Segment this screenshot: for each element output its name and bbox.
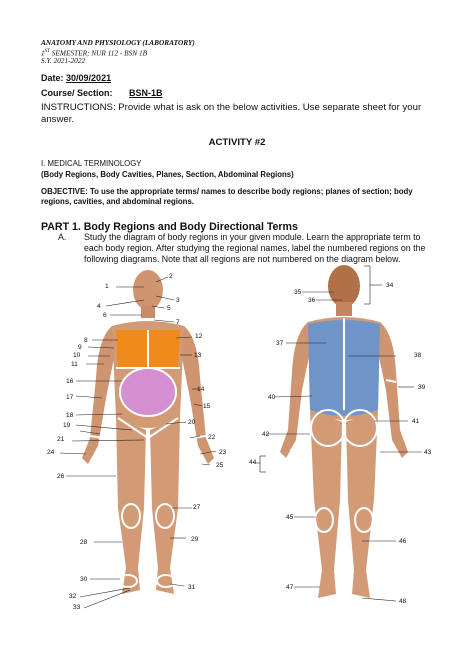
label-14: 14 — [197, 386, 205, 393]
label-24: 24 — [47, 449, 55, 456]
label-15: 15 — [203, 403, 211, 410]
label-25: 25 — [216, 462, 224, 469]
part-title: PART 1. Body Regions and Body Directional Terms — [41, 221, 298, 233]
semester-line: 1ST SEMESTER; NUR 112 - BSN 1B — [41, 48, 148, 58]
header-line-1: ANATOMY AND PHYSIOLOGY (LABORATORY) — [41, 38, 195, 47]
section-subheading: (Body Regions, Body Cavities, Planes, Section, Abdominal Regions) — [41, 170, 294, 179]
label-7: 7 — [176, 319, 180, 326]
date-field: Date: 30/09/2021 — [41, 73, 112, 83]
label-12: 12 — [195, 333, 203, 340]
label-48: 48 — [399, 598, 407, 605]
label-10: 10 — [73, 352, 81, 359]
label-46: 46 — [399, 538, 407, 545]
label-3: 3 — [176, 297, 180, 304]
label-16: 16 — [66, 378, 74, 385]
label-13: 13 — [194, 352, 202, 359]
label-6: 6 — [103, 312, 107, 319]
course-header — [41, 38, 195, 47]
label-43: 43 — [424, 449, 432, 456]
item-a-marker: A. — [58, 232, 67, 242]
label-19: 19 — [63, 422, 71, 429]
label-22: 22 — [208, 434, 216, 441]
label-34: 34 — [386, 282, 394, 289]
label-45: 45 — [286, 514, 294, 521]
item-a-text: Study the diagram of body regions in your given module. Learn the appropriate term to each body region. After studying the regional names, label the numbered regions on the following diagrams. Note that all regions are not numbered on the diagram below. — [84, 232, 426, 265]
label-11: 11 — [71, 361, 78, 368]
label-18: 18 — [66, 412, 74, 419]
activity-title: ACTIVITY #2 — [208, 137, 266, 148]
label-37: 37 — [276, 340, 284, 347]
label-38: 38 — [414, 352, 422, 359]
label-30: 30 — [80, 576, 88, 583]
label-1: 1 — [105, 283, 109, 290]
label-36: 36 — [308, 297, 316, 304]
label-20: 20 — [188, 419, 196, 426]
label-44: 44 — [249, 459, 257, 466]
label-2: 2 — [169, 273, 173, 280]
label-23: 23 — [219, 449, 227, 456]
label-35: 35 — [294, 289, 302, 296]
label-27: 27 — [193, 504, 201, 511]
label-40: 40 — [268, 394, 276, 401]
objective: OBJECTIVE: To use the appropriate terms/ names to describe body regions; planes of section; body regions, cavities, and abdominal regions. — [41, 187, 413, 206]
label-5: 5 — [167, 305, 171, 312]
course-value: BSN-1B — [129, 88, 163, 98]
label-9: 9 — [78, 344, 82, 351]
anterior-body-silhouette — [82, 270, 214, 594]
label-21: 21 — [57, 436, 65, 443]
label-4: 4 — [97, 303, 101, 310]
label-39: 39 — [418, 384, 426, 391]
label-32: 32 — [69, 593, 77, 600]
label-29: 29 — [191, 536, 199, 543]
label-41: 41 — [412, 418, 420, 425]
course-field: Course/ Section: BSN-1B — [41, 88, 171, 98]
posterior-body-diagram — [250, 260, 450, 620]
label-8: 8 — [84, 337, 88, 344]
school-year-line: S.Y. 2021-2022 — [41, 56, 86, 65]
label-42: 42 — [262, 431, 270, 438]
anterior-body-diagram — [60, 268, 240, 618]
date-value: 30/09/2021 — [66, 73, 112, 83]
label-47: 47 — [286, 584, 294, 591]
label-26: 26 — [57, 473, 65, 480]
label-28: 28 — [80, 539, 88, 546]
label-33: 33 — [73, 604, 81, 611]
section-heading: I. MEDICAL TERMINOLOGY — [41, 159, 142, 168]
label-17: 17 — [66, 394, 74, 401]
label-31: 31 — [188, 584, 196, 591]
instructions: INSTRUCTIONS: Provide what is ask on the below activities. Use separate sheet for your answer. — [41, 102, 422, 125]
